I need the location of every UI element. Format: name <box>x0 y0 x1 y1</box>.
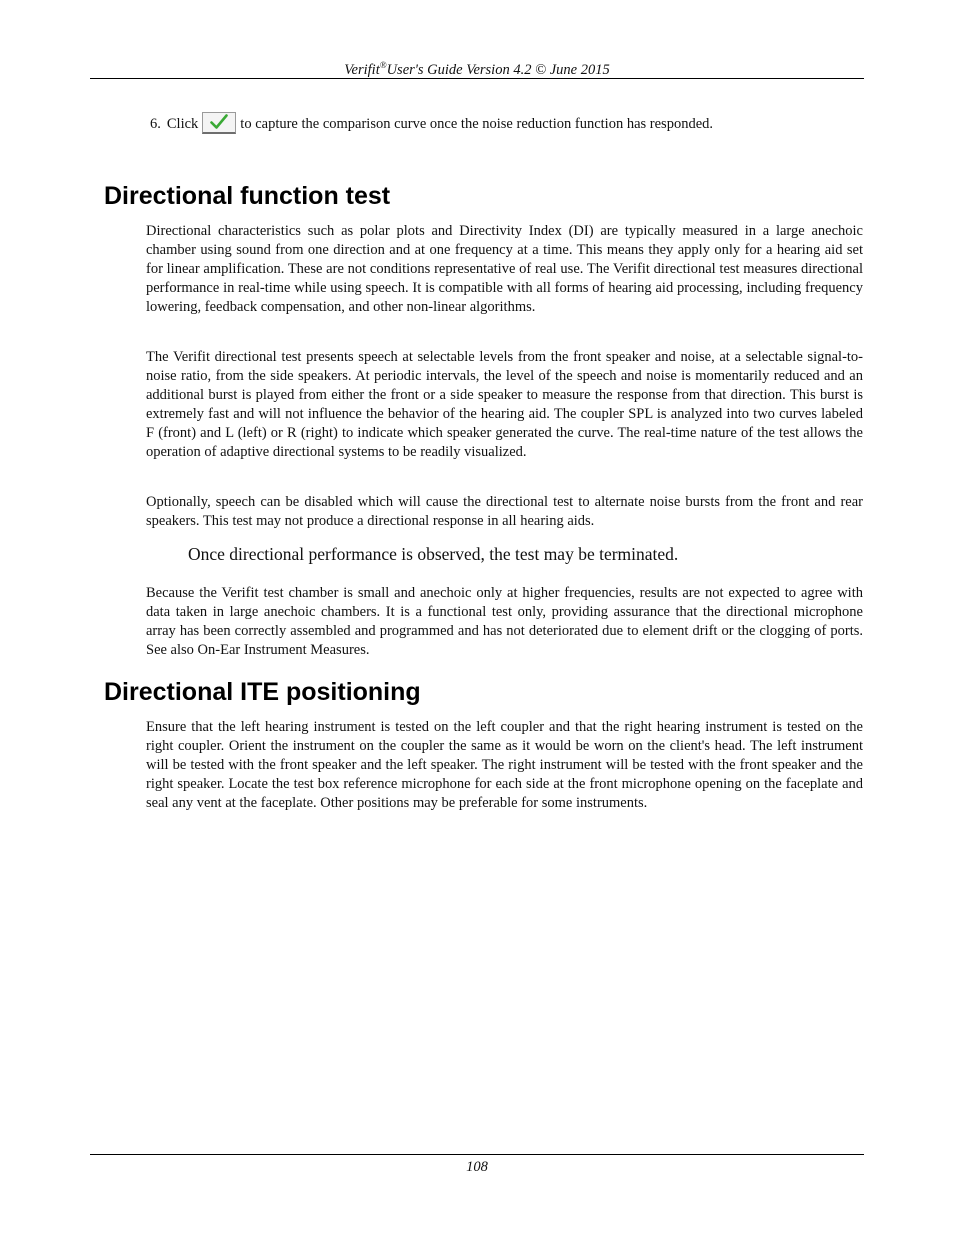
header-title: User's Guide Version 4.2 © June 2015 <box>386 61 610 78</box>
paragraph-directional-test-description: The Verifit directional test presents speech at selectable levels from the front speaker and noise, at a selectable signal-to-noise ratio, from the side speakers. At periodic intervals, the level of the speech and noise is momentarily reduced and an additional burst is played from either the front or a side speaker to measure the response from that direction. This burst is extremely fast and will not influence the behavior of the hearing aid. The coupler SPL is analyzed into two curves labeled F (front) and L (left) or R (right) to indicate which speaker generated the curve. The real-time nature of the test allows the operation of adaptive directional systems to be readily visualized. <box>146 349 863 460</box>
paragraph-ite-positioning: Ensure that the left hearing instrument is tested on the left coupler and that the right hearing instrument is tested on the right coupler. Orient the instrument on the coupler the same as it would be worn on the client's head. The left instrument will be tested with the front speaker and the left speaker. The right instrument will be tested with the front speaker and the right speaker. Locate the test box reference microphone for each side at the front microphone opening on the faceplate and seal any vent at the faceplate. Other positions may be preferable for some instruments. <box>146 719 863 811</box>
paragraph-directional-characteristics: Directional characteristics such as polar plots and Directivity Index (DI) are typically measured in a large anechoic chamber using sound from one direction and at one frequency at a time. This means they apply only for a hearing aid set for linear amplification. These are not conditions representative of real use. The Verifit directional test measures directional performance in real-time while using speech. It is compatible with all forms of hearing aid processing, including frequency lowering, feedback compensation, and other non-linear algorithms. <box>146 223 863 315</box>
capture-check-button[interactable] <box>202 112 236 134</box>
footer-rule <box>90 1154 864 1155</box>
paragraph-speech-disabled: Optionally, speech can be disabled which will cause the directional test to alternate noise bursts from the front and rear speakers. This test may not produce a directional response in all hearing aids. <box>146 494 863 529</box>
header-brand: Verifit <box>344 61 380 78</box>
page-number: 108 <box>466 1159 488 1175</box>
paragraph-test-chamber-limitations: Because the Verifit test chamber is small and anechoic only at higher frequencies, results are not expected to agree with data taken in large anechoic chambers. It is a functional test only, providing assurance that the directional microphone array has been correctly assembled and programmed and has not deteriorated due to element drift or the clogging of ports. See also On-Ear Instrument Measures. <box>146 585 863 658</box>
note-terminate-test: Once directional performance is observed, the test may be terminated. <box>188 544 679 564</box>
step-number: 6. <box>150 116 161 132</box>
page-header <box>90 56 864 79</box>
registered-mark: ® <box>379 60 387 70</box>
step-text-before: Click <box>166 116 199 132</box>
header-rule <box>90 78 864 79</box>
green-checkmark-icon <box>210 114 228 130</box>
step-text-after: to capture the comparison curve once the noise reduction function has responded. <box>240 116 713 132</box>
section-title-directional-function-test: Directional function test <box>104 182 391 210</box>
section-title-directional-ite-positioning: Directional ITE positioning <box>104 678 421 706</box>
step-6 <box>150 112 713 136</box>
